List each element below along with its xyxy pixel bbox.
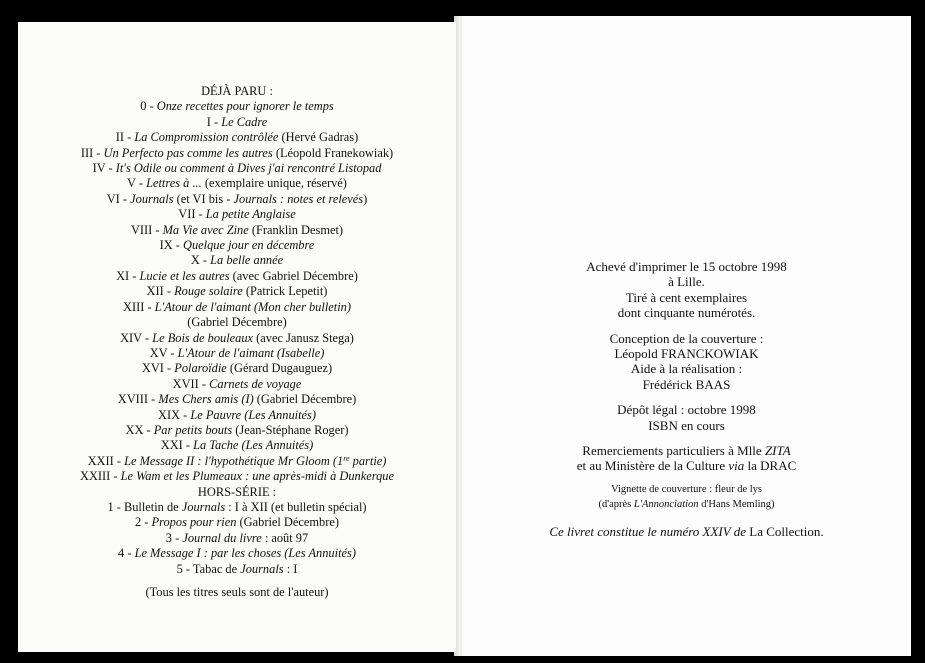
catalogue-item: XII - Rouge solaire (Patrick Lepetit) (146, 284, 328, 299)
catalogue-item: IX - Quelque jour en décembre (159, 238, 315, 253)
catalogue-item: XXIII - Le Wam et les Plumeaux : une après-midi à Dunkerque (80, 469, 394, 484)
cover-design-label: Conception de la couverture : (609, 330, 764, 346)
catalogue-item: XIX - Le Pauvre (Les Annuités) (158, 407, 316, 422)
hors-serie-item: 3 - Journal du livre : août 97 (165, 530, 309, 545)
right-page (462, 16, 911, 656)
cover-designer: Léopold FRANCKOWIAK (614, 346, 759, 362)
catalogue-item: XIV - Le Bois de bouleaux (avec Janusz Stega) (120, 330, 354, 345)
acknowledgement-line-1: Remerciements particuliers à Mlle ZITA (582, 443, 791, 459)
colophon (462, 259, 911, 539)
left-page (18, 22, 456, 652)
print-run: Tiré à cent exemplaires (625, 289, 748, 305)
hors-serie-item: 5 - Tabac de Journals : I (176, 561, 298, 576)
catalogue-item: XV - L'Atour de l'aimant (Isabelle) (149, 345, 325, 360)
deja-paru-heading: DÉJÀ PARU : (201, 84, 273, 98)
catalogue-item: XX - Par petits bouts (Jean-Stéphane Roger) (125, 422, 349, 437)
catalogue-item: III - Un Perfecto pas comme les autres (Léopold Franekowiak) (80, 145, 394, 160)
catalogue-item: VI - Journals (et VI bis - Journals : notes et relevés) (106, 191, 368, 206)
catalogue-item: IV - It's Odile ou comment à Dives j'ai rencontré Listopad (92, 161, 382, 176)
isbn-status: ISBN en cours (648, 417, 725, 433)
catalogue-list (18, 84, 456, 600)
acknowledgement-line-2: et au Ministère de la Culture via la DRAC (576, 458, 797, 474)
catalogue-item: VIII - Ma Vie avec Zine (Franklin Desmet) (130, 222, 344, 237)
print-city: à Lille. (668, 274, 705, 290)
catalogue-item: X - La belle année (190, 253, 284, 268)
catalogue-item: XVI - Polaroïdie (Gérard Dugauguez) (141, 361, 333, 376)
numbered-copies: dont cinquante numérotés. (617, 305, 756, 321)
catalogue-item: (Gabriel Décembre) (187, 315, 287, 330)
authorship-note: (Tous les titres seuls sont de l'auteur) (145, 585, 329, 599)
collection-number: Ce livret constitue le numéro XXIV de La Collection. (549, 523, 824, 539)
catalogue-item: XIII - L'Atour de l'aimant (Mon cher bulletin) (123, 299, 351, 314)
hors-serie-item: 4 - Le Message I : par les choses (Les Annuités) (118, 546, 356, 561)
production-helper: Frédérick BAAS (642, 376, 731, 392)
catalogue-item: II - La Compromission contrôlée (Hervé Gadras) (115, 130, 359, 145)
print-date: Achevé d'imprimer le 15 octobre 1998 (586, 259, 787, 274)
cover-vignette: Vignette de couverture : fleur de lys (611, 483, 762, 495)
cover-vignette-source: (d'après L'Annonciation d'Hans Memling) (598, 498, 775, 510)
catalogue-item: XXI - La Tache (Les Annuités) (160, 438, 314, 453)
catalogue-item: I - Le Cadre (206, 114, 268, 129)
production-help-label: Aide à la réalisation : (630, 361, 743, 377)
catalogue-item: V - Lettres à ... (exemplaire unique, réservé) (127, 176, 347, 191)
legal-deposit: Dépôt légal : octobre 1998 (617, 402, 756, 418)
hors-serie-item: 1 - Bulletin de Journals : I à XII (et bulletin spécial) (107, 499, 367, 514)
catalogue-item: XI - Lucie et les autres (avec Gabriel Décembre) (116, 268, 358, 283)
hors-serie-item: 2 - Propos pour rien (Gabriel Décembre) (135, 515, 339, 530)
catalogue-item: XVIII - Mes Chers amis (I) (Gabriel Décembre) (117, 392, 357, 407)
catalogue-item: XVII - Carnets de voyage (172, 376, 302, 391)
catalogue-item: VII - La petite Anglaise (178, 207, 296, 222)
catalogue-item: 0 - Onze recettes pour ignorer le temps (140, 99, 334, 114)
catalogue-item: XXII - Le Message II : l'hypothétique Mr Gloom (1re partie) (87, 453, 387, 468)
hors-serie-heading: HORS-SÉRIE : (197, 484, 277, 499)
